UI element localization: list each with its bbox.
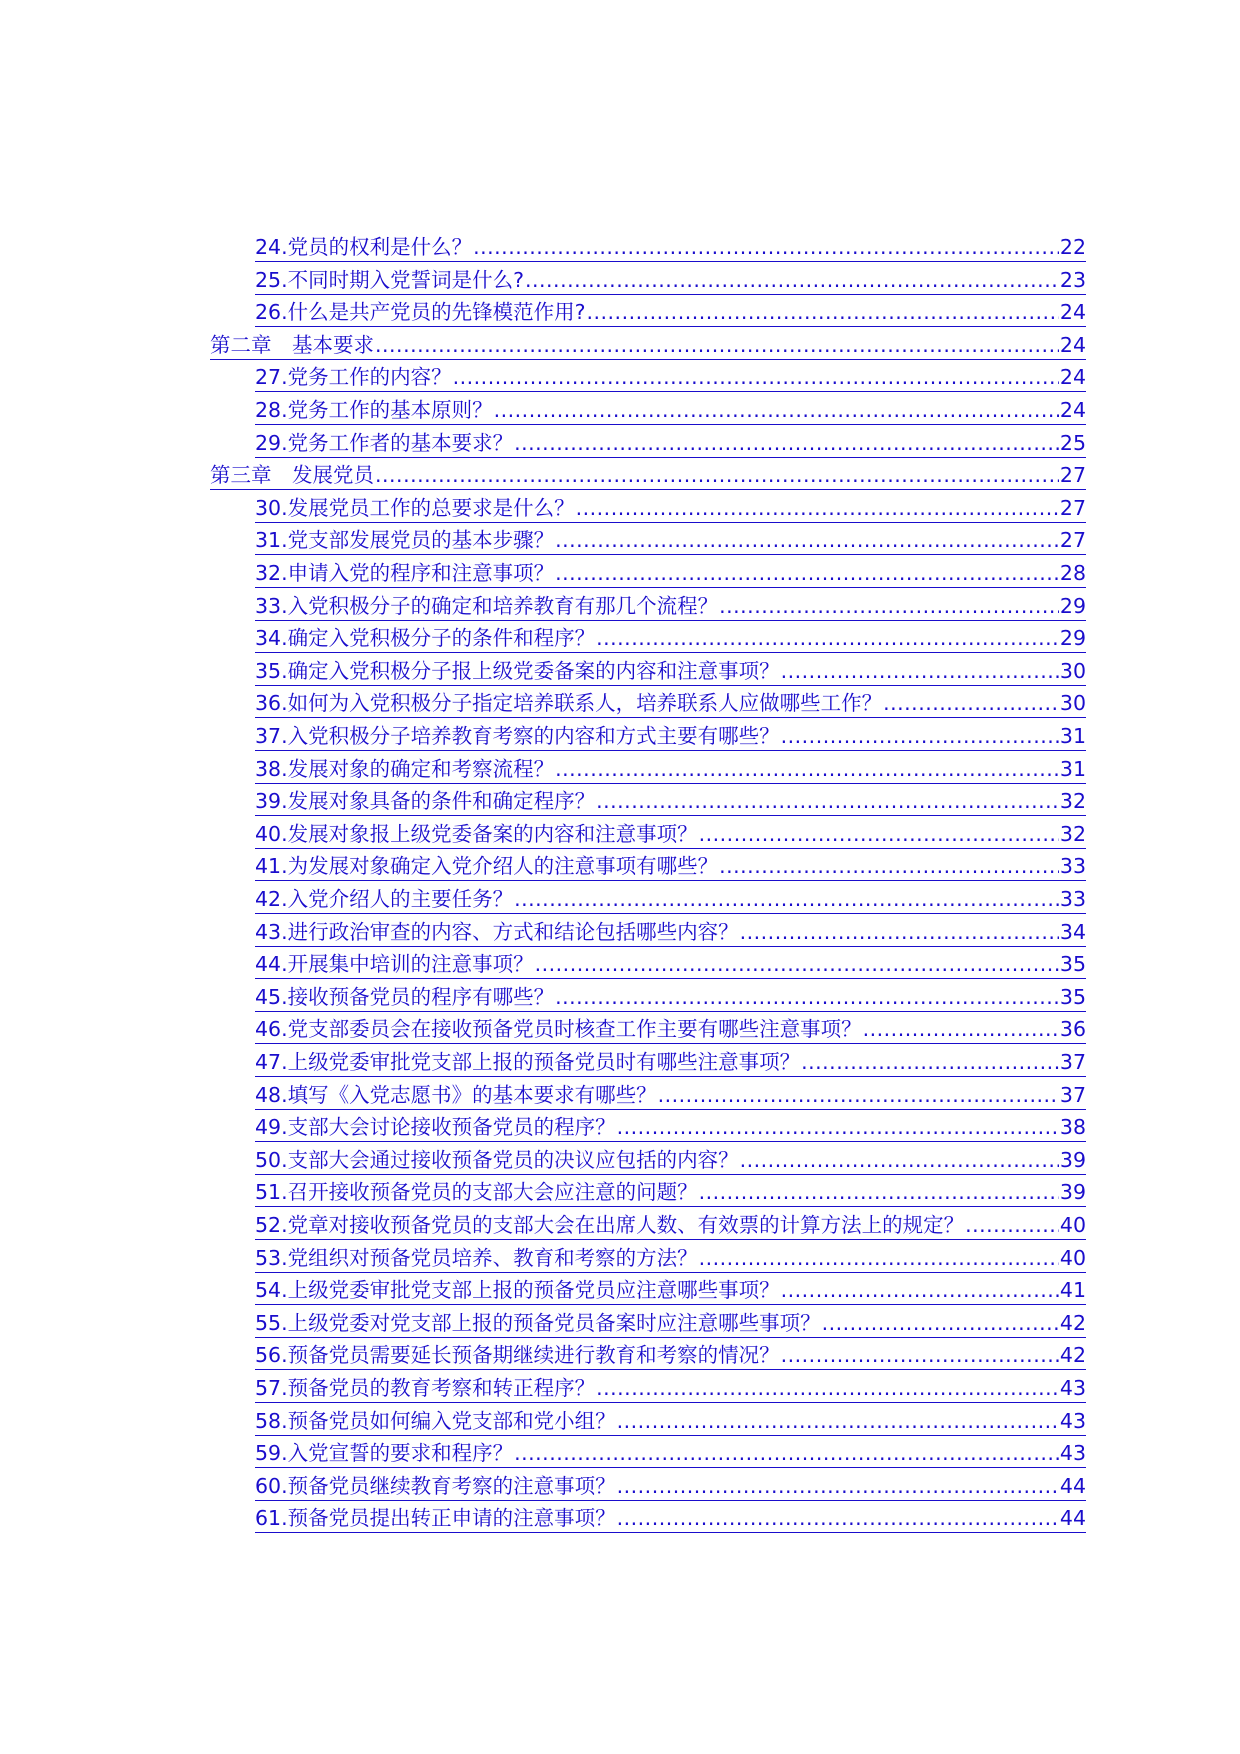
dot-leader <box>514 428 1059 458</box>
toc-entry-title: 46.党支部委员会在接收预备党员时核查工作主要有哪些注意事项？ <box>255 1017 862 1042</box>
dot-leader <box>586 297 1058 327</box>
toc-entry-title: 30.发展党员工作的总要求是什么？ <box>255 495 575 520</box>
toc-entry-title: 55.上级党委对党支部上报的预备党员备案时应注意哪些事项？ <box>255 1310 821 1335</box>
dot-leader <box>375 460 1059 490</box>
toc-entry-title: 38.发展对象的确定和考察流程？ <box>255 756 555 781</box>
toc-item-link[interactable] <box>255 949 1086 979</box>
toc-entry-title: 43.进行政治审查的内容、方式和结论包括哪些内容？ <box>255 919 739 944</box>
toc-item-link[interactable] <box>255 1373 1086 1403</box>
toc-entry-title: 42.入党介绍人的主要任务？ <box>255 887 514 911</box>
toc-page-number: 43 <box>1059 1376 1086 1400</box>
toc-page-number: 44 <box>1059 1506 1086 1531</box>
dot-leader <box>781 721 1059 751</box>
dot-leader <box>555 754 1059 784</box>
toc-item-link[interactable] <box>255 819 1086 849</box>
toc-page-number: 24 <box>1059 332 1086 357</box>
dot-leader <box>555 982 1059 1012</box>
toc-page-number: 25 <box>1059 430 1086 455</box>
toc-page-number: 40 <box>1059 1245 1086 1270</box>
toc-page-number: 38 <box>1059 1115 1086 1140</box>
toc-item-link[interactable] <box>255 1243 1086 1273</box>
dot-leader <box>740 917 1059 947</box>
toc-entry-title: 59.入党宣誓的要求和程序？ <box>255 1441 514 1466</box>
toc-entry-title: 35.确定入党积极分子报上级党委备案的内容和注意事项？ <box>255 658 780 683</box>
toc-entry-title: 56.预备党员需要延长预备期继续进行教育和考察的情况？ <box>255 1343 780 1368</box>
toc-item-link[interactable] <box>255 1080 1086 1110</box>
toc-page-number: 44 <box>1059 1473 1086 1498</box>
toc-item-link[interactable] <box>255 493 1086 523</box>
toc-page-number: 30 <box>1059 658 1086 683</box>
toc-entry-title: 54.上级党委审批党支部上报的预备党员应注意哪些事项？ <box>255 1278 780 1303</box>
dot-leader <box>617 1471 1059 1501</box>
toc-item-link[interactable] <box>255 623 1086 653</box>
dot-leader <box>596 1373 1059 1403</box>
toc-item-link[interactable] <box>255 232 1086 262</box>
toc-entry-title: 34.确定入党积极分子的条件和程序？ <box>255 626 596 651</box>
toc-page-number: 41 <box>1059 1278 1086 1303</box>
toc-chapter-link[interactable] <box>210 460 1086 490</box>
toc-page-number: 24 <box>1059 365 1086 390</box>
toc-entry-title: 26.什么是共产党员的先锋模范作用? <box>255 300 586 325</box>
toc-item-link[interactable] <box>255 656 1086 686</box>
toc-entry-title: 51.召开接收预备党员的支部大会应注意的问题？ <box>255 1180 698 1205</box>
toc-item-link[interactable] <box>255 1145 1086 1175</box>
toc-entry-title: 39.发展对象具备的条件和确定程序？ <box>255 789 596 814</box>
toc-page-number: 37 <box>1059 1050 1086 1074</box>
toc-item-link[interactable] <box>255 982 1086 1012</box>
dot-leader <box>473 232 1059 262</box>
toc-page-number: 33 <box>1059 887 1086 911</box>
toc-item-link[interactable] <box>255 884 1086 914</box>
dot-leader <box>555 525 1059 555</box>
dot-leader <box>494 395 1059 425</box>
toc-page-number: 34 <box>1059 919 1086 944</box>
toc-page-number: 35 <box>1059 952 1086 977</box>
toc-item-link[interactable] <box>255 688 1086 718</box>
toc-entry-title: 44.开展集中培训的注意事项？ <box>255 952 534 977</box>
toc-item-link[interactable] <box>255 1340 1086 1370</box>
dot-leader <box>596 786 1059 816</box>
toc-entry-title: 61.预备党员提出转正申请的注意事项？ <box>255 1506 616 1531</box>
toc-item-link[interactable] <box>255 1406 1086 1436</box>
toc-entry-title: 24.党员的权利是什么？ <box>255 235 473 259</box>
toc-entry-title: 第三章 发展党员 <box>210 463 374 488</box>
toc-item-link[interactable] <box>255 362 1086 392</box>
dot-leader <box>781 1340 1059 1370</box>
dot-leader <box>514 884 1059 914</box>
dot-leader <box>965 1210 1059 1240</box>
toc-entry-title: 25.不同时期入党誓词是什么? <box>255 267 524 292</box>
toc-item-link[interactable] <box>255 591 1086 621</box>
toc-item-link[interactable] <box>255 428 1086 458</box>
toc-entry-title: 40.发展对象报上级党委备案的内容和注意事项？ <box>255 821 698 846</box>
toc-page-number: 35 <box>1059 984 1086 1009</box>
toc-page-number: 39 <box>1059 1180 1086 1205</box>
toc-item-link[interactable] <box>255 1177 1086 1207</box>
dot-leader <box>781 1275 1059 1305</box>
toc-entry-title: 37.入党积极分子培养教育考察的内容和方式主要有哪些？ <box>255 724 780 748</box>
dot-leader <box>883 688 1059 718</box>
toc-page-number: 31 <box>1059 756 1086 781</box>
dot-leader <box>555 558 1059 588</box>
toc-page-number: 23 <box>1059 267 1086 292</box>
toc-entry-title: 50.支部大会通过接收预备党员的决议应包括的内容？ <box>255 1147 739 1172</box>
toc-entry-title: 53.党组织对预备党员培养、教育和考察的方法？ <box>255 1245 698 1270</box>
toc-page-number: 30 <box>1059 691 1086 716</box>
dot-leader <box>617 1406 1059 1436</box>
dot-leader <box>781 656 1059 686</box>
toc-page-number: 33 <box>1059 854 1086 879</box>
toc-entry-title: 27.党务工作的内容？ <box>255 365 452 390</box>
toc-item-link[interactable] <box>255 1438 1086 1468</box>
toc-entry-title: 31.党支部发展党员的基本步骤？ <box>255 528 555 553</box>
dot-leader <box>740 1145 1059 1175</box>
dot-leader <box>699 819 1059 849</box>
toc-page-number: 29 <box>1059 626 1086 651</box>
dot-leader <box>822 1308 1059 1338</box>
toc-item-link[interactable] <box>255 525 1086 555</box>
toc-item-link[interactable] <box>255 265 1086 295</box>
toc-item-link[interactable] <box>255 297 1086 327</box>
toc-page-number: 28 <box>1059 561 1086 585</box>
toc-entry-title: 48.填写《入党志愿书》的基本要求有哪些？ <box>255 1082 657 1107</box>
toc-page-number: 27 <box>1059 463 1086 488</box>
dot-leader <box>617 1112 1059 1142</box>
toc-item-link[interactable] <box>255 1047 1086 1077</box>
dot-leader <box>525 265 1059 295</box>
toc-page-number: 39 <box>1059 1147 1086 1172</box>
toc-page-number: 32 <box>1059 821 1086 846</box>
dot-leader <box>576 493 1059 523</box>
toc-entry-title: 58.预备党员如何编入党支部和党小组？ <box>255 1408 616 1433</box>
toc-page-number: 43 <box>1059 1408 1086 1433</box>
toc-entry-title: 57.预备党员的教育考察和转正程序？ <box>255 1376 596 1400</box>
toc-item-link[interactable] <box>255 721 1086 751</box>
toc-page-number: 27 <box>1059 528 1086 553</box>
dot-leader <box>596 623 1059 653</box>
dot-leader <box>719 591 1059 621</box>
dot-leader <box>514 1438 1059 1468</box>
toc-page-number: 32 <box>1059 789 1086 814</box>
toc-page-number: 42 <box>1059 1343 1086 1368</box>
toc-entry-title: 45.接收预备党员的程序有哪些？ <box>255 984 555 1009</box>
toc-item-link[interactable] <box>255 1112 1086 1142</box>
dot-leader <box>801 1047 1059 1077</box>
toc-entry-title: 28.党务工作的基本原则？ <box>255 398 493 422</box>
toc-entry-title: 第二章 基本要求 <box>210 332 374 357</box>
toc-item-link[interactable] <box>255 395 1086 425</box>
toc-entry-title: 32.申请入党的程序和注意事项？ <box>255 561 555 585</box>
toc-entry-title: 36.如何为入党积极分子指定培养联系人，培养联系人应做哪些工作？ <box>255 691 883 716</box>
toc-page-number: 36 <box>1059 1017 1086 1042</box>
toc-page-number: 31 <box>1059 724 1086 748</box>
toc-page-number: 27 <box>1059 495 1086 520</box>
toc-page-number: 43 <box>1059 1441 1086 1466</box>
dot-leader <box>375 330 1059 360</box>
toc-entry-title: 47.上级党委审批党支部上报的预备党员时有哪些注意事项？ <box>255 1050 801 1074</box>
toc-item-link[interactable] <box>255 917 1086 947</box>
dot-leader <box>453 362 1059 392</box>
toc-item-link[interactable] <box>255 1014 1086 1044</box>
toc-item-link[interactable] <box>255 1210 1086 1240</box>
toc-item-link[interactable] <box>255 1275 1086 1305</box>
toc-page-number: 24 <box>1059 398 1086 422</box>
dot-leader <box>535 949 1059 979</box>
toc-item-link[interactable] <box>255 754 1086 784</box>
toc-entry-title: 41.为发展对象确定入党介绍人的注意事项有哪些？ <box>255 854 719 879</box>
dot-leader <box>699 1243 1059 1273</box>
toc-page-number: 22 <box>1059 235 1086 259</box>
toc-item-link[interactable] <box>255 1503 1086 1533</box>
toc-entry-title: 52.党章对接收预备党员的支部大会在出席人数、有效票的计算方法上的规定？ <box>255 1213 965 1237</box>
toc-item-link[interactable] <box>255 851 1086 881</box>
dot-leader <box>719 851 1059 881</box>
dot-leader <box>699 1177 1059 1207</box>
toc-page-number: 24 <box>1059 300 1086 325</box>
toc-page-number: 42 <box>1059 1310 1086 1335</box>
dot-leader <box>863 1014 1059 1044</box>
toc-entry-title: 29.党务工作者的基本要求？ <box>255 430 514 455</box>
dot-leader <box>658 1080 1059 1110</box>
toc-page-number: 40 <box>1059 1213 1086 1237</box>
toc-page-number: 37 <box>1059 1082 1086 1107</box>
toc-item-link[interactable] <box>255 1471 1086 1501</box>
toc-entry-title: 60.预备党员继续教育考察的注意事项？ <box>255 1473 616 1498</box>
toc-item-link[interactable] <box>255 1308 1086 1338</box>
toc-item-link[interactable] <box>255 786 1086 816</box>
toc-chapter-link[interactable] <box>210 330 1086 360</box>
toc-item-link[interactable] <box>255 558 1086 588</box>
toc-page-number: 29 <box>1059 593 1086 618</box>
toc-entry-title: 49.支部大会讨论接收预备党员的程序？ <box>255 1115 616 1140</box>
dot-leader <box>617 1503 1059 1533</box>
toc-entry-title: 33.入党积极分子的确定和培养教育有那几个流程？ <box>255 593 719 618</box>
